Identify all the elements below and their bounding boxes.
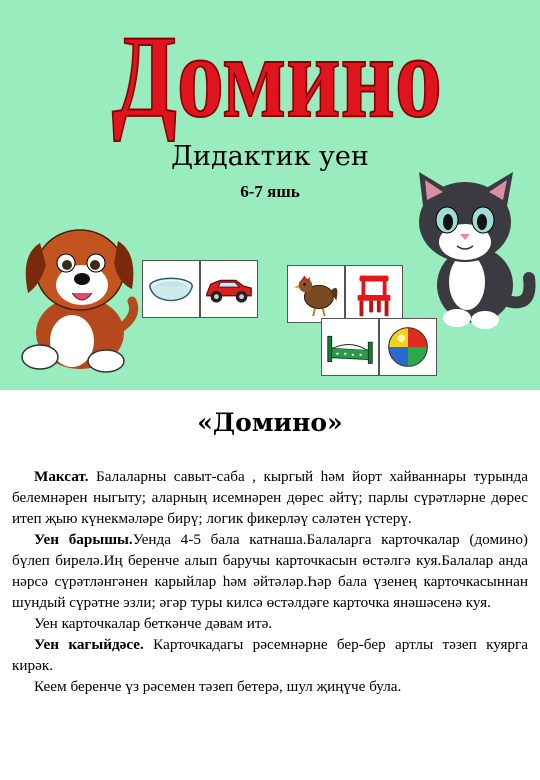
document-body bbox=[12, 466, 528, 697]
car-icon bbox=[201, 261, 257, 317]
bowl-icon bbox=[143, 261, 199, 317]
paragraph-continue bbox=[12, 613, 528, 634]
card-chair bbox=[345, 265, 403, 323]
paragraph-rule bbox=[12, 634, 528, 676]
kitten-illustration bbox=[405, 170, 535, 330]
paragraph-label: Максат. bbox=[34, 468, 89, 485]
paragraph-text: Кеем беренче үз рәсемен тәзеп бетерә, шул җиңүче була. bbox=[34, 678, 402, 695]
paragraph-label: Уен барышы. bbox=[34, 531, 133, 548]
paragraph-goal bbox=[12, 466, 528, 529]
ball-icon bbox=[380, 319, 436, 375]
paragraph-text: Балаларны савыт-саба , кыргый һәм йорт хайваннары турында белемнәрен ныгыту; аларның исемнәрен дөрес әйтү; парлы сүрәтләрне дөрес итеп җыю күнекмәләре бирү; логик фикерләү сәләтен үстерү. bbox=[12, 468, 528, 527]
paragraph-text: Уенда 4-5 бала катнаша.Балаларга карточкалар (домино) бүлеп бирелә.Иң беренче алып баручы карточкасын өстәлгә куя.Балалар анда нәрсә сүрәтләнгәнен карыйлар һәм әйтәләр.Һәр бала үзенең карточкасыннан шундый сүрәтне эзли; әгәр туры килсә өстәлдәге карточка янәшәсенә куя. bbox=[12, 531, 528, 611]
card-car bbox=[200, 260, 258, 318]
chair-icon bbox=[346, 266, 402, 322]
paragraph-text: Карточкадагы рәсемнәрне бер-бер артлы тәзеп куярга кирәк. bbox=[12, 636, 528, 674]
document-title: «Домино» bbox=[197, 408, 343, 437]
cover-age: 6-7 яшь bbox=[240, 182, 300, 201]
puppy-illustration bbox=[10, 215, 140, 375]
paragraph-winner bbox=[12, 676, 528, 697]
bed-icon bbox=[322, 319, 378, 375]
paragraph-gameplay bbox=[12, 529, 528, 613]
hen-icon bbox=[288, 266, 344, 322]
paragraph-text: Уен карточкалар беткәнче дәвам итә. bbox=[34, 615, 273, 632]
card-ball bbox=[379, 318, 437, 376]
card-bed bbox=[321, 318, 379, 376]
paragraph-label: Уен кагыйдәсе. bbox=[34, 636, 144, 653]
card-hen bbox=[287, 265, 345, 323]
cover-subtitle: Дидактик уен bbox=[171, 141, 369, 172]
cover-title bbox=[105, 11, 450, 154]
card-bowl bbox=[142, 260, 200, 318]
cover-title-text: Домино bbox=[112, 11, 442, 142]
